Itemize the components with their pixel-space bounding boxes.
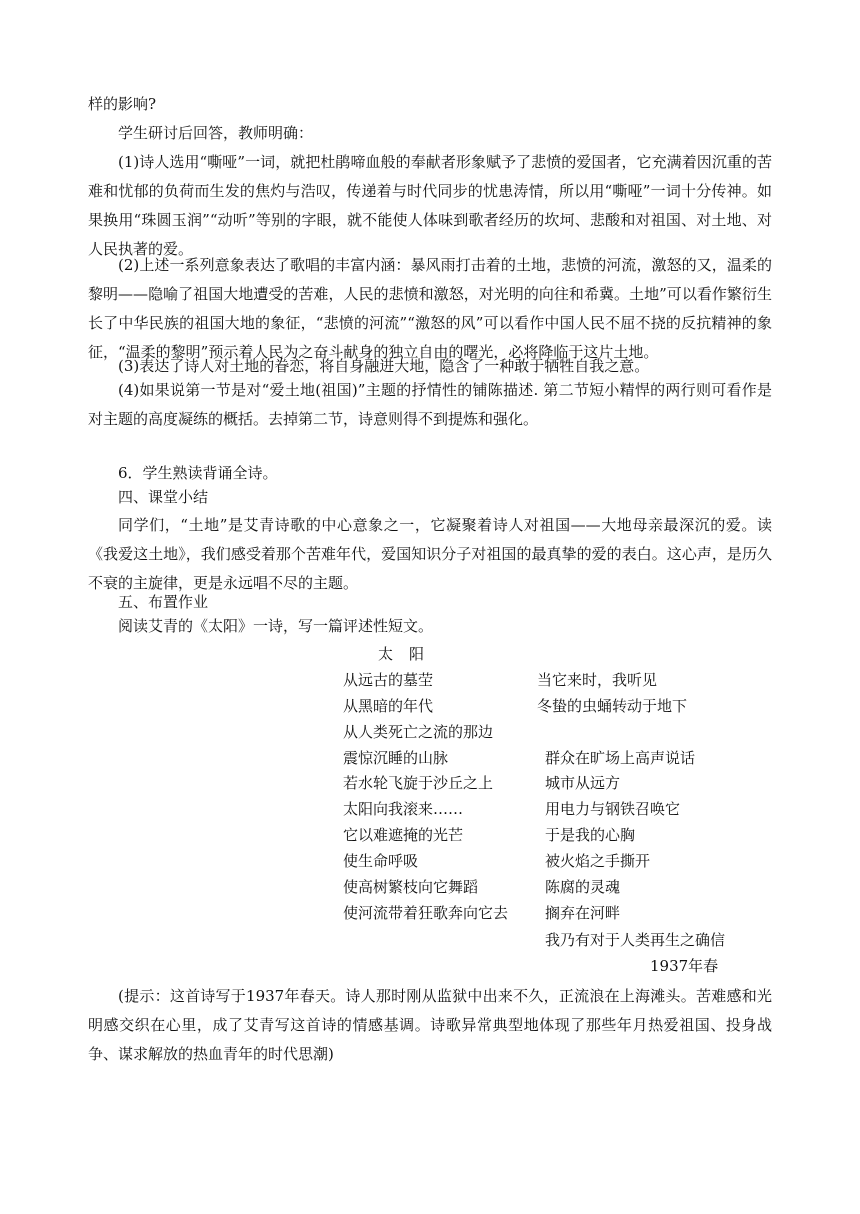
section-heading-homework: 五、布置作业 <box>118 593 209 611</box>
poem-right-line: 用电力与钢铁召唤它 <box>545 800 681 818</box>
poem-left-line: 震惊沉睡的山脉 <box>343 749 449 767</box>
poem-left-line: 从黑暗的年代 <box>343 697 434 715</box>
poem-left-line: 从人类死亡之流的那边 <box>343 723 494 741</box>
paragraph-homework: 阅读艾青的《太阳》一诗，写一篇评述性短文。 <box>118 617 434 635</box>
poem-left-line: 使河流带着狂歌奔向它去 <box>343 904 509 922</box>
poem-right-line: 当它来时，我听见 <box>537 671 658 689</box>
poem-right-line: 被火焰之手撕开 <box>545 852 651 870</box>
paragraph-summary: 同学们，“土地”是艾青诗歌的中心意象之一，它凝聚着诗人对祖国——大地母亲最深沉的爱。读《我爱这土地》，我们感受着那个苦难年代，爱国知识分子对祖国的最真挚的爱的表白。这心声，是历久不衰的主旋律，更是永远唱不尽的主题。 <box>88 516 772 592</box>
poem-left-line: 从远古的墓茔 <box>343 671 434 689</box>
paragraph-answer-1: (1)诗人选用“嘶哑”一词，就把杜鹃啼血般的奉献者形象赋予了悲愤的爱国者，它充满着因沉重的苦难和忧郁的负荷而生发的焦灼与浩叹，传递着与时代同步的忧患涛情，所以用“嘶哑”一词十分传神。如果换用“珠圆玉润”“动听”等别的字眼，就不能使人体味到歌者经历的坎坷、悲酸和对祖国、对土地、对人民执著的爱。 <box>88 153 772 258</box>
poem-right-line: 城市从远方 <box>545 774 621 792</box>
poem-right-line: 群众在旷场上高声说话 <box>545 749 696 767</box>
paragraph-answer-2: (2)上述一系列意象表达了歌唱的丰富内涵：暴风雨打击着的土地，悲愤的河流，激怒的又，温柔的黎明——隐喻了祖国大地遭受的苦难，人民的悲愤和激怒，对光明的向往和希冀。土地”可以看作繁衍生长了中华民族的祖国大地的象征，“悲愤的河流”“激怒的风”可以看作中国人民不屈不挠的反抗精神的象征，“温柔的黎明”预示着人民为之奋斗献身的独立自由的曙光，必将降临于这片土地。 <box>88 256 772 361</box>
paragraph-teacher-clarify: 学生研讨后回答，教师明确： <box>118 124 314 142</box>
poem-title: 太阳 <box>378 645 441 663</box>
poem-left-line: 它以难遮掩的光芒 <box>343 826 464 844</box>
paragraph-question-end: 样的影响? <box>88 95 157 113</box>
poem-date: 1937年春 <box>650 957 719 975</box>
poem-left-line: 太阳向我滚来…… <box>343 800 464 818</box>
paragraph-answer-3: (3)表达了诗人对土地的眷恋，将自身融进大地，隐含了一种敢于牺牲自我之意。 <box>118 357 650 375</box>
paragraph-answer-4: (4)如果说第一节是对“爱土地(祖国)”主题的抒情性的铺陈描述. 第二节短小精悍的两行则可看作是对主题的高度凝练的概括。去掉第二节，诗意则得不到提炼和强化。 <box>88 381 772 428</box>
poem-right-line: 陈腐的灵魂 <box>545 878 621 896</box>
poem-left-line: 若水轮飞旋于沙丘之上 <box>343 774 494 792</box>
paragraph-recite: 6．学生熟读背诵全诗。 <box>118 464 278 482</box>
paragraph-note: (提示：这首诗写于1937年春天。诗人那时刚从监狱中出来不久，正流浪在上海滩头。苦难感和光明感交织在心里，成了艾青写这首诗的情感基调。诗歌异常典型地体现了那些年月热爱祖国、投身战争、谋求解放的热血青年的时代思潮) <box>88 987 772 1063</box>
poem-right-line: 搁弃在河畔 <box>545 904 621 922</box>
poem-left-line: 使高树繁枝向它舞蹈 <box>343 878 479 896</box>
poem-right-line: 于是我的心胸 <box>545 826 636 844</box>
section-heading-summary: 四、课堂小结 <box>118 488 209 506</box>
poem-left-line: 使生命呼吸 <box>343 852 419 870</box>
poem-right-line: 我乃有对于人类再生之确信 <box>545 931 726 949</box>
poem-right-line: 冬蛰的虫蛹转动于地下 <box>537 697 688 715</box>
